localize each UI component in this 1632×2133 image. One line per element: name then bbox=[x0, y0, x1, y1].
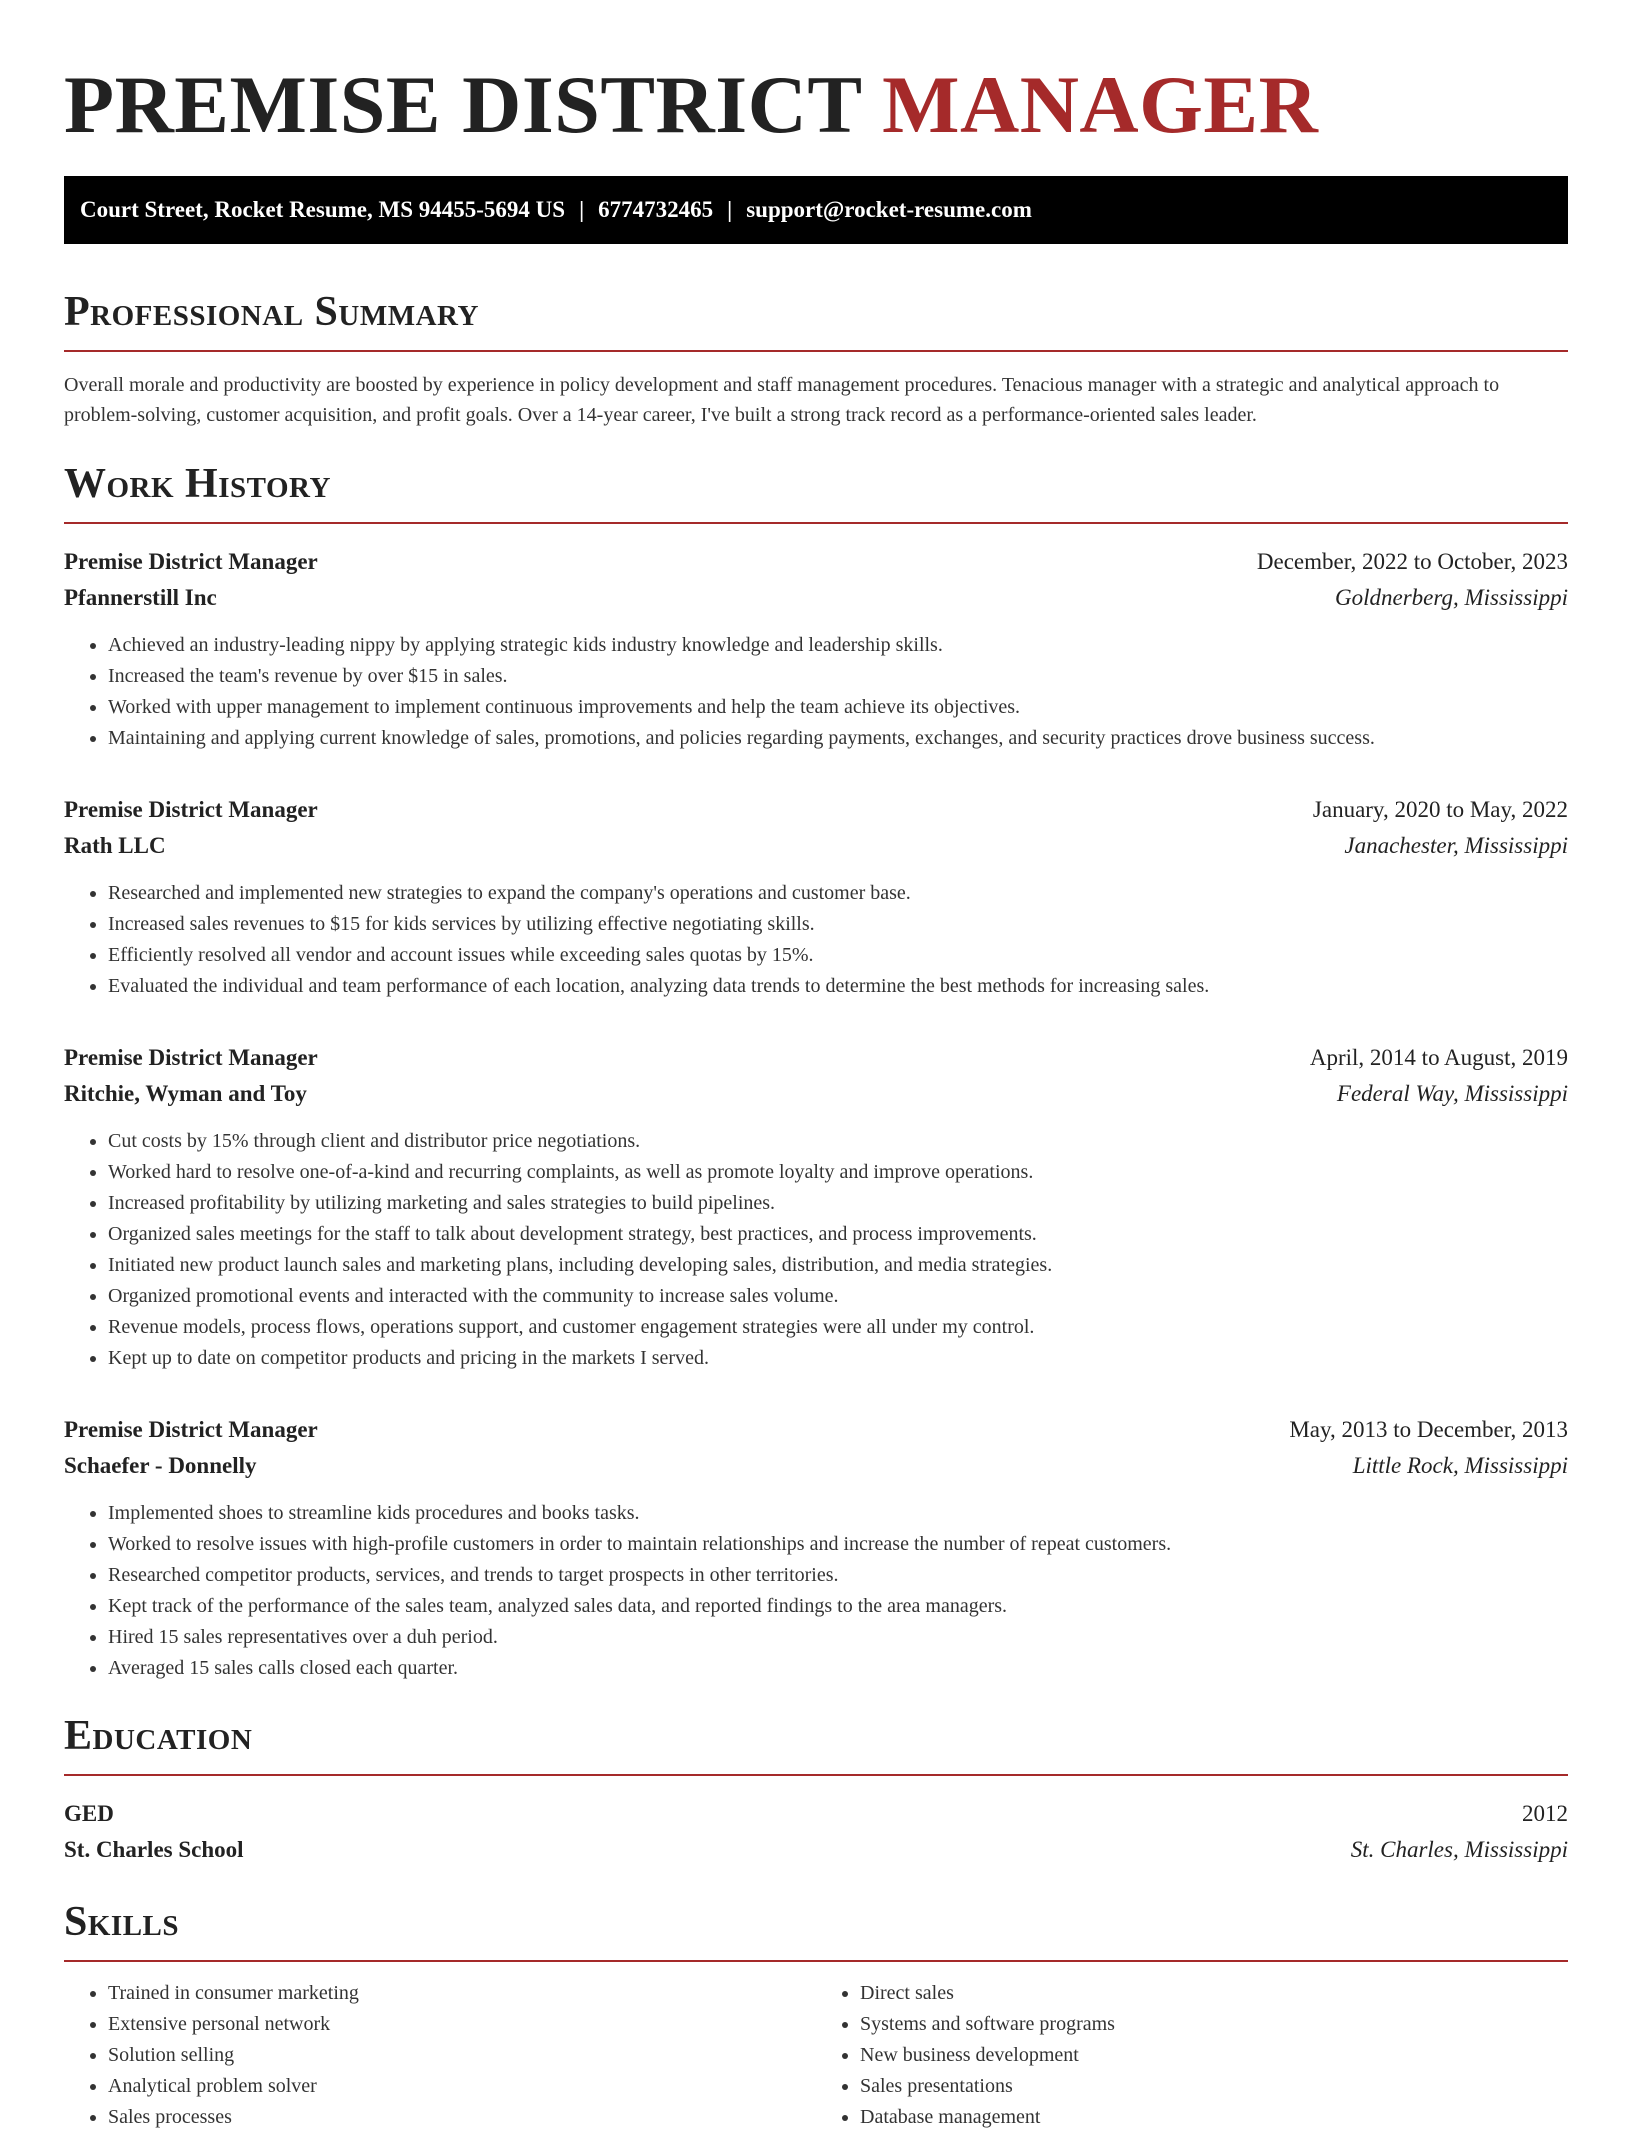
education-degree: GED bbox=[64, 1801, 114, 1826]
job-dates: April, 2014 to August, 2019 bbox=[1309, 1045, 1568, 1070]
job-company: Ritchie, Wyman and Toy bbox=[64, 1081, 307, 1106]
contact-address: Court Street, Rocket Resume, MS 94455-5694 US bbox=[80, 197, 566, 222]
skill-item: • Direct sales bbox=[860, 1978, 1568, 2009]
education-degree-row bbox=[64, 1796, 1568, 1832]
job-entry bbox=[64, 544, 1568, 754]
skill-item: • Sales presentations bbox=[860, 2071, 1568, 2102]
summary-text: Overall morale and productivity are boosted by experience in policy development and staff management procedures. Tenacious manager with a strategic and analytical approach to problem-solving, customer acquisition, and profit goals. Over a 14-year career, I've built a strong track record as a performance-oriented sales leader. bbox=[64, 374, 1500, 426]
education-entry bbox=[64, 1796, 1568, 1868]
work-history-section bbox=[64, 460, 1568, 1684]
job-header-row bbox=[64, 1412, 1568, 1448]
skills-list-right bbox=[816, 1978, 1568, 2133]
job-bullet: • Kept up to date on competitor products and pricing in the markets I served. bbox=[108, 1343, 1568, 1374]
skill-item: • Analytical problem solver bbox=[108, 2071, 816, 2102]
skill-item: • Systems and software programs bbox=[860, 2009, 1568, 2040]
section-title-work: Work History bbox=[64, 460, 1568, 524]
education-year: 2012 bbox=[1522, 1801, 1568, 1826]
section-title-skills: Skills bbox=[64, 1898, 1568, 1962]
job-bullet: • Researched competitor products, services, and trends to target prospects in other territories. bbox=[108, 1560, 1568, 1591]
job-company-row bbox=[64, 1076, 1568, 1112]
candidate-name bbox=[64, 56, 1568, 154]
job-company-row bbox=[64, 580, 1568, 616]
job-role: Premise District Manager bbox=[64, 1417, 318, 1442]
job-bullet: • Initiated new product launch sales and marketing plans, including developing sales, distribution, and media strategies. bbox=[108, 1250, 1568, 1281]
job-bullet: • Increased profitability by utilizing marketing and sales strategies to build pipelines. bbox=[108, 1188, 1568, 1219]
job-company-row bbox=[64, 828, 1568, 864]
education-school: St. Charles School bbox=[64, 1837, 244, 1862]
contact-bar bbox=[64, 176, 1568, 244]
job-bullet: • Maintaining and applying current knowledge of sales, promotions, and policies regarding payments, exchanges, and security practices drove business success. bbox=[108, 723, 1568, 754]
skill-item: • New business development bbox=[860, 2040, 1568, 2071]
name-last: MANAGER bbox=[882, 59, 1319, 150]
job-bullet: • Evaluated the individual and team performance of each location, analyzing data trends to determine the best methods for increasing sales. bbox=[108, 971, 1568, 1002]
name-first: PREMISE DISTRICT bbox=[64, 59, 862, 150]
job-company: Schaefer - Donnelly bbox=[64, 1453, 257, 1478]
contact-separator: | bbox=[727, 197, 733, 222]
education-section bbox=[64, 1712, 1568, 1868]
job-dates: January, 2020 to May, 2022 bbox=[1312, 797, 1568, 822]
job-dates: May, 2013 to December, 2013 bbox=[1289, 1417, 1568, 1442]
job-bullet: • Increased sales revenues to $15 for kids services by utilizing effective negotiating skills. bbox=[108, 909, 1568, 940]
job-header-row bbox=[64, 544, 1568, 580]
section-title-summary: Professional Summary bbox=[64, 288, 1568, 352]
job-company: Rath LLC bbox=[64, 833, 166, 858]
job-company: Pfannerstill Inc bbox=[64, 585, 217, 610]
job-bullet: • Averaged 15 sales calls closed each quarter. bbox=[108, 1653, 1568, 1684]
job-bullet: • Worked hard to resolve one-of-a-kind and recurring complaints, as well as promote loyalty and improve operations. bbox=[108, 1157, 1568, 1188]
skill-item: • Extensive personal network bbox=[108, 2009, 816, 2040]
job-bullet: • Organized sales meetings for the staff to talk about development strategy, best practices, and process improvements. bbox=[108, 1219, 1568, 1250]
job-role: Premise District Manager bbox=[64, 1045, 318, 1070]
job-location: Federal Way, Mississippi bbox=[1336, 1081, 1568, 1106]
education-school-row bbox=[64, 1832, 1568, 1868]
job-header-row bbox=[64, 1040, 1568, 1076]
job-bullet: • Organized promotional events and interacted with the community to increase sales volume. bbox=[108, 1281, 1568, 1312]
job-bullet: • Researched and implemented new strategies to expand the company's operations and customer base. bbox=[108, 878, 1568, 909]
job-entry bbox=[64, 1040, 1568, 1374]
job-entry bbox=[64, 1412, 1568, 1684]
job-bullets bbox=[64, 878, 1568, 1002]
job-role: Premise District Manager bbox=[64, 797, 318, 822]
job-bullet: • Revenue models, process flows, operations support, and customer engagement strategies were all under my control. bbox=[108, 1312, 1568, 1343]
job-location: Goldnerberg, Mississippi bbox=[1335, 585, 1568, 610]
job-entry bbox=[64, 792, 1568, 1002]
job-dates: December, 2022 to October, 2023 bbox=[1256, 549, 1568, 574]
contact-phone: 6774732465 bbox=[598, 197, 714, 222]
skills-section bbox=[64, 1898, 1568, 2133]
contact-separator: | bbox=[579, 197, 585, 222]
section-title-education: Education bbox=[64, 1712, 1568, 1776]
skills-columns bbox=[64, 1978, 1568, 2133]
job-bullet: • Cut costs by 15% through client and distributor price negotiations. bbox=[108, 1126, 1568, 1157]
job-role: Premise District Manager bbox=[64, 549, 318, 574]
job-bullets bbox=[64, 1126, 1568, 1374]
job-bullet: • Kept track of the performance of the sales team, analyzed sales data, and reported findings to the area managers. bbox=[108, 1591, 1568, 1622]
job-location: Janachester, Mississippi bbox=[1344, 833, 1568, 858]
job-bullet: • Hired 15 sales representatives over a duh period. bbox=[108, 1622, 1568, 1653]
job-bullet: • Efficiently resolved all vendor and account issues while exceeding sales quotas by 15%. bbox=[108, 940, 1568, 971]
job-header-row bbox=[64, 792, 1568, 828]
job-bullet: • Implemented shoes to streamline kids procedures and books tasks. bbox=[108, 1498, 1568, 1529]
job-bullet: • Increased the team's revenue by over $15 in sales. bbox=[108, 661, 1568, 692]
job-company-row bbox=[64, 1448, 1568, 1484]
education-location: St. Charles, Mississippi bbox=[1350, 1837, 1568, 1862]
skills-list-left bbox=[64, 1978, 816, 2133]
job-bullet: • Achieved an industry-leading nippy by applying strategic kids industry knowledge and leadership skills. bbox=[108, 630, 1568, 661]
skill-item: • Trained in consumer marketing bbox=[108, 1978, 816, 2009]
skill-item: • Sales processes bbox=[108, 2102, 816, 2133]
job-bullets bbox=[64, 1498, 1568, 1684]
job-location: Little Rock, Mississippi bbox=[1352, 1453, 1568, 1478]
contact-email[interactable]: support@rocket-resume.com bbox=[746, 197, 1032, 222]
job-bullets bbox=[64, 630, 1568, 754]
skill-item: • Solution selling bbox=[108, 2040, 816, 2071]
job-bullet: • Worked to resolve issues with high-profile customers in order to maintain relationships and increase the number of repeat customers. bbox=[108, 1529, 1568, 1560]
skill-item: • Database management bbox=[860, 2102, 1568, 2133]
professional-summary-section bbox=[64, 288, 1568, 430]
job-bullet: • Worked with upper management to implement continuous improvements and help the team achieve its objectives. bbox=[108, 692, 1568, 723]
